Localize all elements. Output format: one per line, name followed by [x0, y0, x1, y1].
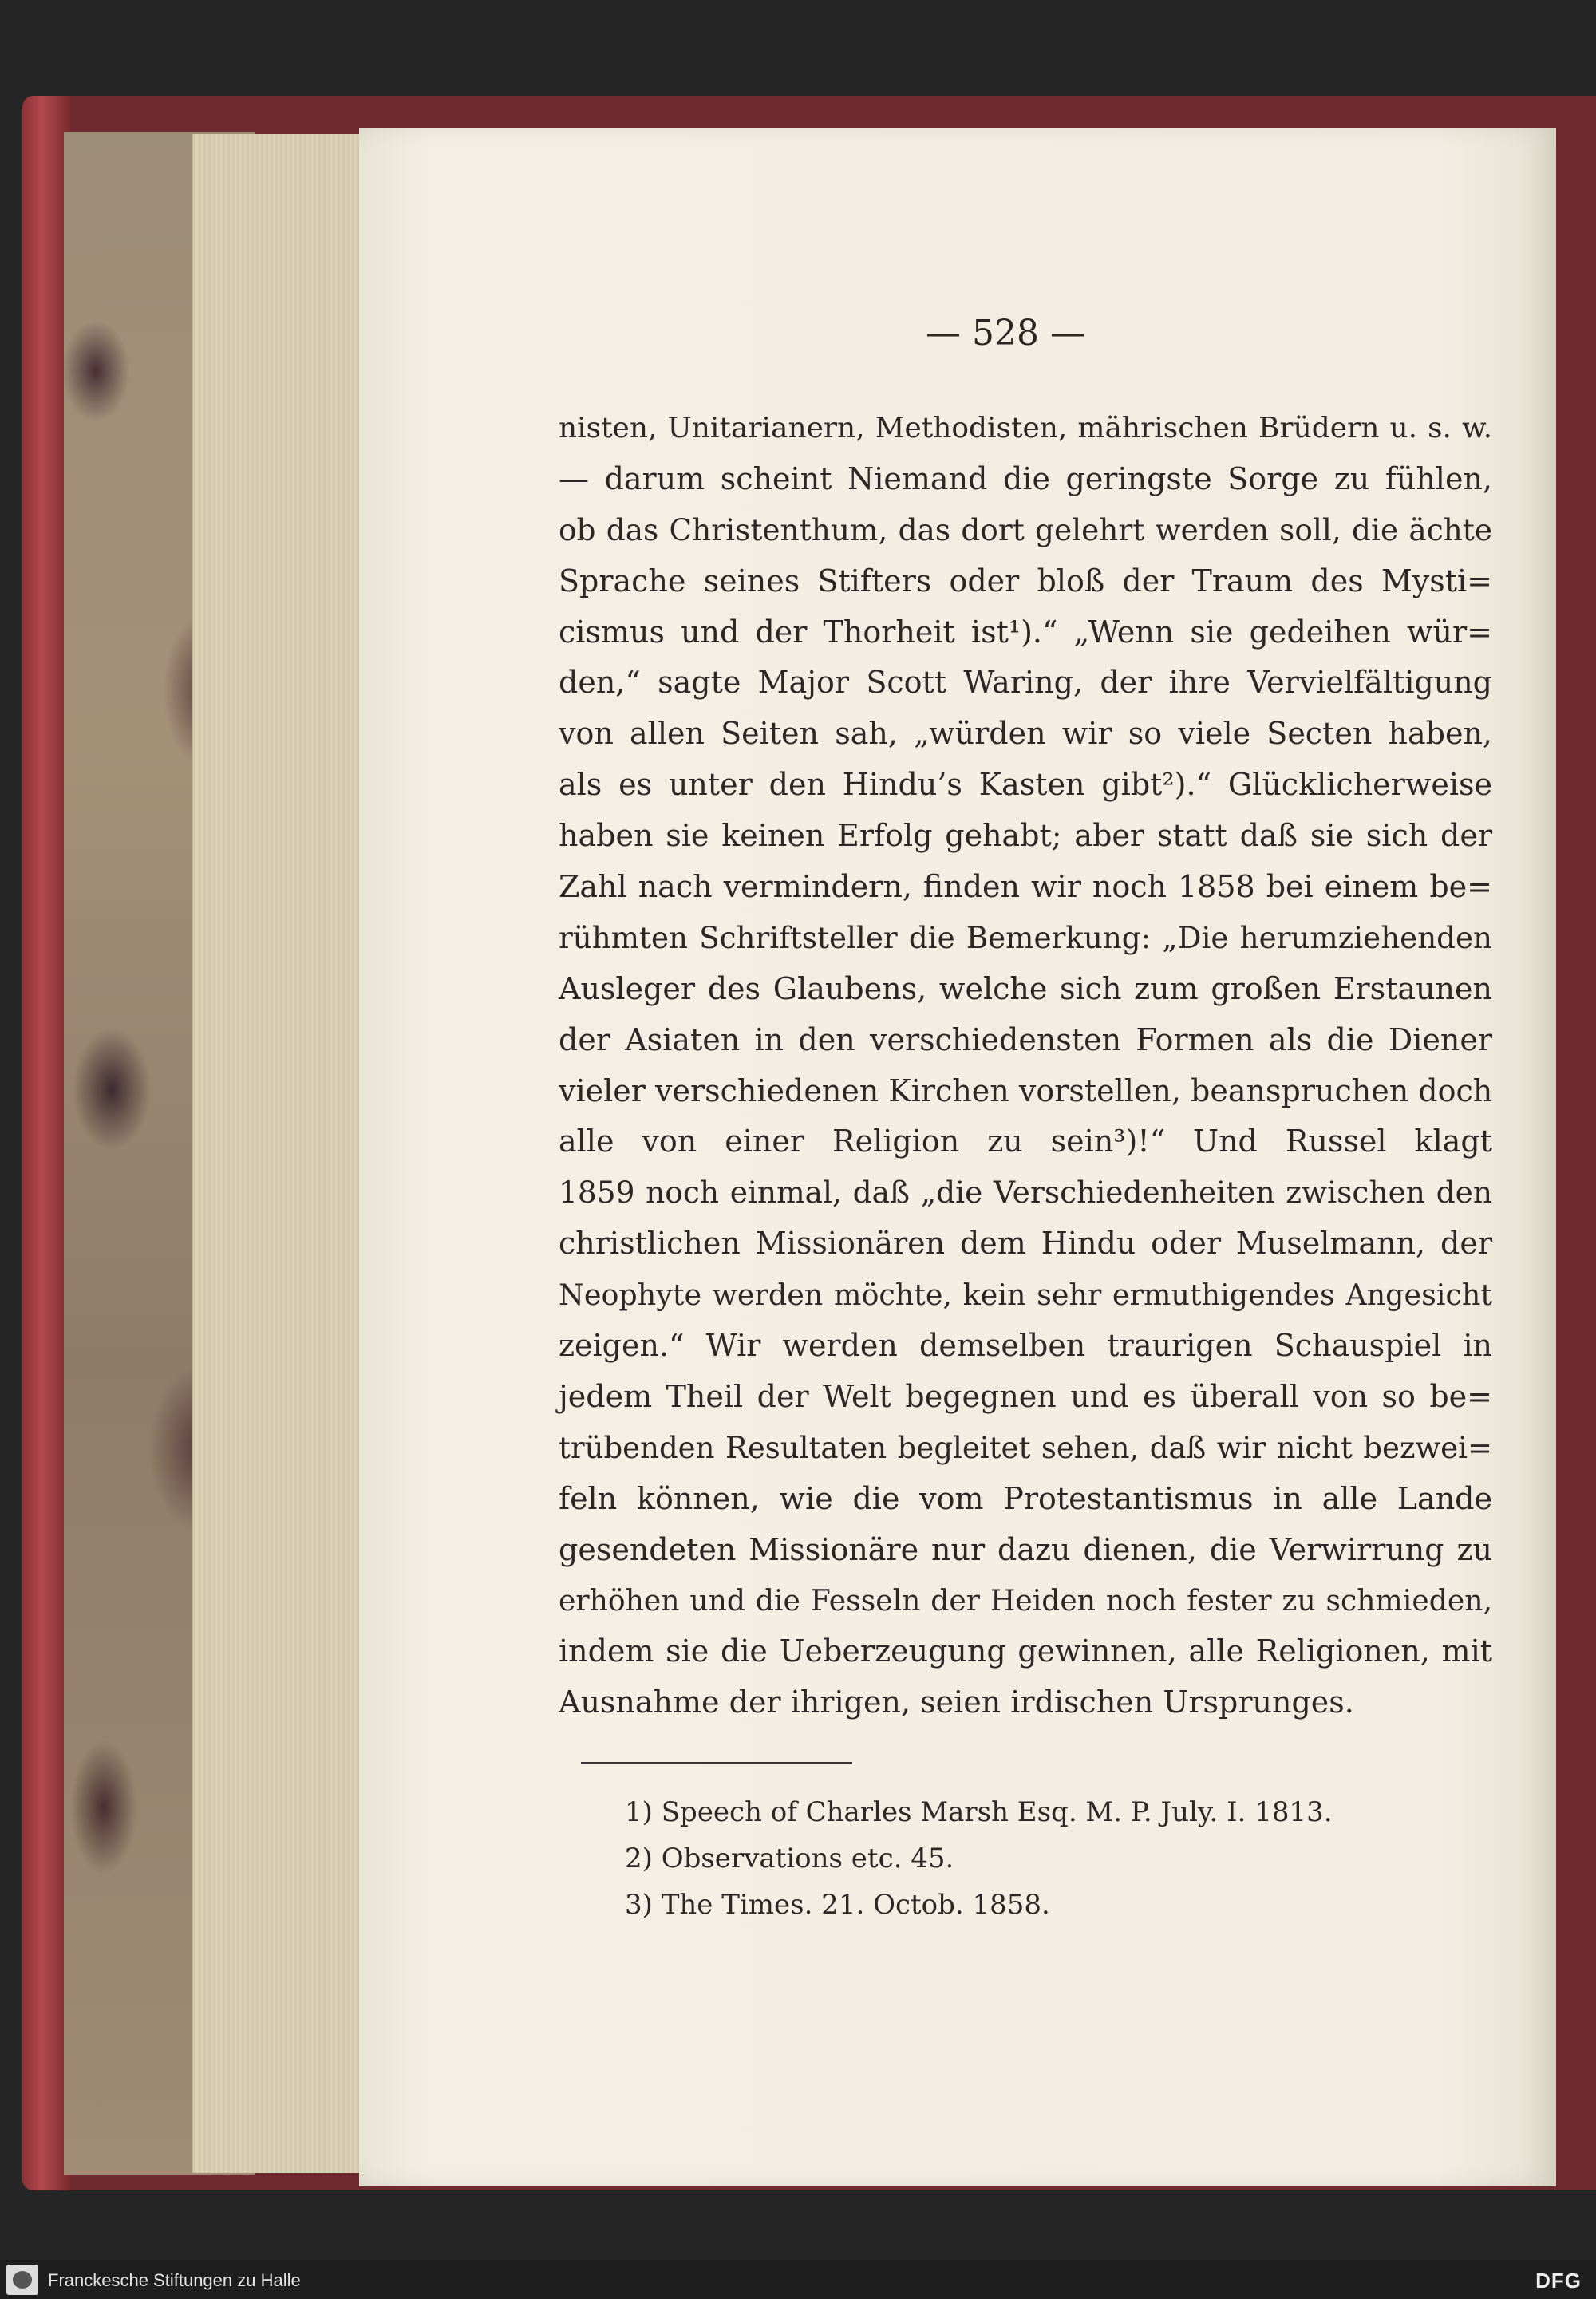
- text-line: cismus und der Thorheit ist¹).“ „Wenn sie gedeihen wür=: [559, 614, 1492, 650]
- text-line: von allen Seiten sah, „würden wir so viele Secten haben,: [559, 716, 1492, 752]
- text-line: alle von einer Religion zu sein³)!“ Und Russel klagt: [559, 1124, 1492, 1159]
- text-line: ob das Christenthum, das dort gelehrt werden soll, die ächte: [559, 512, 1492, 547]
- page-number: — 528 —: [926, 313, 1085, 354]
- body-text: [559, 403, 1492, 1728]
- text-line: nisten, Unitarianern, Methodisten, mährischen Brüdern u. s. w.: [559, 412, 1492, 444]
- text-line: Sprache seines Stifters oder bloß der Traum des Mysti=: [559, 563, 1492, 598]
- text-line: zeigen.“ Wir werden demselben traurigen Schauspiel in: [559, 1328, 1492, 1364]
- footnote-separator: [581, 1762, 852, 1764]
- cover-spine-edge: [22, 96, 70, 2190]
- text-line: haben sie keinen Erfolg gehabt; aber statt daß sie sich der: [559, 818, 1492, 854]
- footnote: 2) Observations etc. 45.: [625, 1843, 954, 1874]
- text-line: rühmten Schriftsteller die Bemerkung: „Die herumziehenden: [559, 919, 1492, 955]
- text-line: Zahl nach vermindern, finden wir noch 1858 bei einem be=: [559, 869, 1492, 905]
- text-line: erhöhen und die Fesseln der Heiden noch fester zu schmieden,: [559, 1583, 1492, 1618]
- text-line: den,“ sagte Major Scott Waring, der ihre Vervielfältigung: [559, 665, 1492, 701]
- text-line: der Asiaten in den verschiedensten Formen als die Diener: [559, 1021, 1492, 1057]
- text-line: feln können, wie die vom Protestantismus in alle Lande: [559, 1480, 1492, 1516]
- text-line: — darum scheint Niemand die geringste Sorge zu fühlen,: [559, 460, 1492, 496]
- text-line: Ausnahme der ihrigen, seien irdischen Ursprunges.: [559, 1685, 1354, 1720]
- text-line: christlichen Missionären dem Hindu oder Muselmann, der: [559, 1226, 1492, 1262]
- credit-text[interactable]: Franckesche Stiftungen zu Halle: [48, 2270, 301, 2290]
- text-line: jedem Theil der Welt begegnen und es überall von so be=: [559, 1378, 1492, 1414]
- footnote: 3) The Times. 21. Octob. 1858.: [625, 1889, 1050, 1921]
- text-line: gesendeten Missionäre nur dazu dienen, die Verwirrung zu: [559, 1531, 1492, 1567]
- text-line: Neophyte werden möchte, kein sehr ermuthigendes Angesicht: [559, 1278, 1492, 1313]
- text-line: 1859 noch einmal, daß „die Verschiedenheiten zwischen den: [559, 1175, 1492, 1211]
- text-line: als es unter den Hindu’s Kasten gibt²).“ Glücklicherweise: [559, 767, 1492, 803]
- text-line: trübenden Resultaten begleitet sehen, daß wir nicht bezwei=: [559, 1430, 1492, 1465]
- footnotes: [625, 1789, 1463, 1928]
- text-line: vieler verschiedenen Kirchen vorstellen, beanspruchen doch: [559, 1072, 1493, 1108]
- page-stack-edge: [192, 134, 361, 2173]
- text-line: indem sie die Ueberzeugung gewinnen, alle Religionen, mit: [559, 1633, 1492, 1669]
- text-line: Ausleger des Glaubens, welche sich zum großen Erstaunen: [559, 970, 1492, 1006]
- dfg-logo: DFG: [1535, 2269, 1582, 2293]
- footnote: 1) Speech of Charles Marsh Esq. M. P. July. I. 1813.: [625, 1796, 1333, 1828]
- institution-logo-icon: [6, 2265, 38, 2295]
